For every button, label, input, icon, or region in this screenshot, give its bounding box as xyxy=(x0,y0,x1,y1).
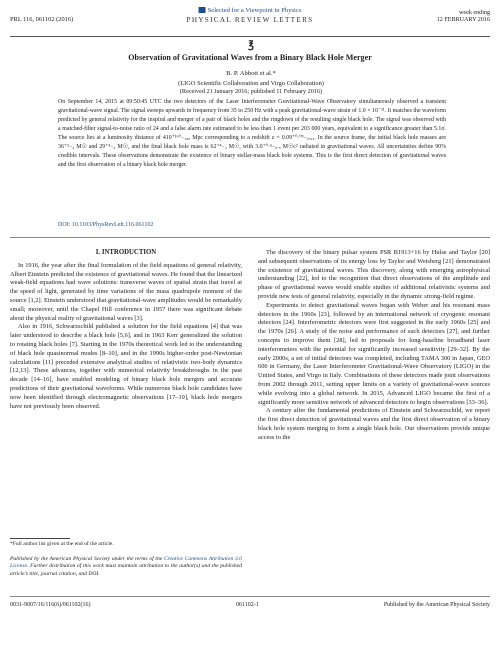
publisher-line: Published by the American Physical Society xyxy=(383,602,490,608)
received-dates: (Received 21 January 2016; published 11 February 2016) xyxy=(179,88,323,95)
open-access-emblem: ℥ xyxy=(248,40,254,51)
paragraph: Experiments to detect gravitational waves began with Weber and his resonant mass detectors in the 1960s [23], followed by an international network of cryogenic resonant detectors [24]. Interferometric detectors were first suggested in the early 1960s [25] and the 1970s [26]. A study of the noise and performance of such detectors [27], and further concepts to improve them [28], led to proposals for long-baseline broadband laser interferometers with the potential for significantly increased sensitivity [29–32]. By the early 2000s, a set of initial detectors was completed, including TAMA 300 in Japan, GEO 600 in Germany, the Laser Interferometer Gravitational-Wave Observatory (LIGO) in the United States, and Virgo in Italy. Combinations of these detectors made joint observations from 2002 through 2011, setting upper limits on a variety of gravitational-wave sources while evolving into a global network. In 2015, Advanced LIGO became the first of a significantly more sensitive network of advanced detectors to begin observations [33–36]. xyxy=(258,301,490,406)
paragraph: Also in 1916, Schwarzschild published a solution for the field equations [4] that was later understood to describe a black hole [5,6], and in 1963 Kerr generalized the solution to rotating black holes [7]. Starting in the 1970s theoretical work led to the understanding of black hole quasinormal modes [8–10], and in the 1990s higher-order post-Newtonian calculations [11] preceded extensive analytical studies of relativistic two-body dynamics [12,13]. These advances, together with numerical relativity breakthroughs in the past decade [14–16], have enabled modeling of binary black hole mergers and accurate predictions of their gravitational waveforms. While numerous black hole candidates have now been identified through electromagnetic observations [17–19], black hole mergers have not previously been observed. xyxy=(10,323,242,410)
left-column xyxy=(10,249,242,411)
issue-date-value: 12 FEBRUARY 2016 xyxy=(436,17,490,24)
collaboration: (LIGO Scientific Collaboration and Virgo Collaboration) xyxy=(178,80,324,87)
section-heading: I. INTRODUCTION xyxy=(95,249,157,256)
doi-link[interactable]: DOI: 10.1103/PhysRevLett.116.061102 xyxy=(58,222,154,228)
license-link[interactable]: Creative Commons Attribution 3.0 License xyxy=(10,556,242,570)
footer-rule xyxy=(10,596,490,597)
license-text-end: . Further distribution of this work must maintain attribution to the author(s) and the published article’s title, journal citation, and DOI. xyxy=(10,563,242,577)
author-footnote: *Full author list given at the end of the article. xyxy=(10,541,114,547)
abstract-rule xyxy=(10,237,490,238)
journal-citation: PRL 116, 061102 (2016) xyxy=(10,16,74,23)
page-number: 061102-1 xyxy=(236,602,259,608)
running-header xyxy=(10,7,490,35)
footnote-rule xyxy=(10,538,70,539)
header-center xyxy=(187,7,314,24)
issue-date xyxy=(437,10,490,25)
article-authors: B. P. Abbott et al.* xyxy=(226,70,276,77)
article-title: Observation of Gravitational Waves from a Binary Black Hole Merger xyxy=(128,53,372,62)
journal-name: PHYSICAL REVIEW LETTERS xyxy=(186,15,314,24)
issn-code: 0031-9007/16/116(6)/061102(16) xyxy=(10,602,91,608)
paragraph: A century after the fundamental predictions of Einstein and Schwarzschild, we report the first direct detection of gravitational waves and the first direct observation of a binary black hole system merging to form a single black hole. Our observations provide unique access to the xyxy=(258,407,490,441)
viewpoint-label: Selected for a Viewpoint in Physics xyxy=(207,7,302,14)
right-column xyxy=(258,249,490,443)
header-rule xyxy=(10,36,490,37)
license-text-start: Published by the American Physical Society under the terms of the xyxy=(10,556,164,562)
abstract: On September 14, 2015 at 09:50:45 UTC the two detectors of the Laser Interferometer Gravitational-Wave Observatory simultaneously observed a transient gravitational-wave signal. The signal sweeps upwards in frequency from 35 to 250 Hz with a peak gravitational-wave strain of 1.0 × 10⁻²¹. It matches the waveform predicted by general relativity for the inspiral and merger of a pair of black holes and the ringdown of the resulting single black hole. The signal was observed with a matched-filter signal-to-noise ratio of 24 and a false alarm rate estimated to be less than 1 event per 203 000 years, equivalent to a significance greater than 5.1σ. The source lies at a luminosity distance of 410⁺¹⁶⁰₋₁₈₀ Mpc corresponding to a redshift z = 0.09⁺⁰·⁰³₋₀.₀₄. In the source frame, the initial black hole masses are 36⁺⁵₋₄ M☉ and 29⁺⁴₋₄ M☉, and the final black hole mass is 62⁺⁴₋₄ M☉, with 3.0⁺⁰·⁵₋₀.₅ M☉c² radiated in gravitational waves. All uncertainties define 90% credible intervals. These observations demonstrate the existence of binary stellar-mass black hole systems. This is the first direct detection of gravitational waves and the first observation of a binary black hole merger. xyxy=(58,99,446,168)
paragraph: The discovery of the binary pulsar system PSR B1913+16 by Hulse and Taylor [20] and subsequent observations of its energy loss by Taylor and Weisberg [21] demonstrated the existence of gravitational waves. This discovery, along with emerging astrophysical understanding [22], led to the recognition that direct observations of the amplitude and phase of gravitational waves would enable studies of additional relativistic systems and provide new tests of general relativity, especially in the dynamic strong-field regime. xyxy=(258,249,490,300)
week-ending-label: week ending xyxy=(459,10,490,16)
viewpoint-link[interactable] xyxy=(187,7,314,16)
license-note xyxy=(10,556,242,578)
paragraph: In 1916, the year after the final formulation of the field equations of general relativity, Albert Einstein predicted the existence of gravitational waves. He found that the linearized weak-field equations had wave solutions: transverse waves of spatial strain that travel at the speed of light, generated by time variations of the mass quadrupole moment of the source [1,2]. Einstein understood that gravitational-wave amplitudes would be remarkably small; moreover, until the Chapel Hill conference in 1957 there was significant debate about the physical reality of gravitational waves [3]. xyxy=(10,261,242,322)
viewpoint-icon xyxy=(199,7,206,13)
